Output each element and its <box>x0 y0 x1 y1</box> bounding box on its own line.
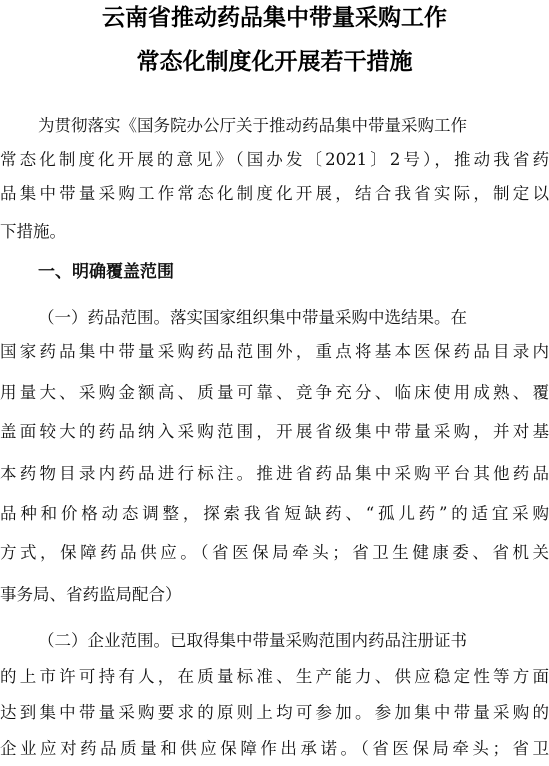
document-title-line-2: 常态化制度化开展若干措施 <box>136 49 413 75</box>
item-2-lead: （二）企业范围。 <box>38 631 170 650</box>
item-1-line-2: 国家药品集中带量采购药品范围外，重点将基本医保药品目录内 <box>0 342 549 361</box>
item-1-first-rest: 落实国家组织集中带量采购中选结果。在 <box>170 308 467 327</box>
item-2-first-line <box>38 621 549 661</box>
item-2-line-3: 达到集中带量采购要求的原则上均可参加。参加集中带量采购的 <box>0 703 549 722</box>
item-2-line-2: 的上市许可持有人，在质量标准、生产能力、供应稳定性等方面 <box>0 667 549 686</box>
intro-line-3: 品集中带量采购工作常态化制度化开展，结合我省实际，制定以 <box>0 184 549 203</box>
item-1-line-5: 本药物目录内药品进行标注。推进省药品集中采购平台其他药品 <box>0 464 549 483</box>
item-1-line-8: 事务局、省药监局配合） <box>0 585 182 604</box>
item-1-line-6: 品种和价格动态调整，探索我省短缺药、“孤儿药”的适宜采购 <box>0 504 549 523</box>
item-1-lead: （一）药品范围。 <box>38 308 170 327</box>
intro-line-4: 下措施。 <box>0 222 66 241</box>
item-1-line-4: 盖面较大的药品纳入采购范围，开展省级集中带量采购，并对基 <box>0 422 549 441</box>
document-title-line-1: 云南省推动药品集中带量采购工作 <box>102 5 447 31</box>
intro-line-2: 常态化制度化开展的意见》（国办发〔2021〕2号），推动我省药 <box>0 150 549 169</box>
item-2-line-4: 企业应对药品质量和供应保障作出承诺。（省医保局牵头；省卫 <box>0 739 549 758</box>
item-1-line-3: 用量大、采购金额高、质量可靠、竞争充分、临床使用成熟、覆 <box>0 383 549 402</box>
item-2-first-rest: 已取得集中带量采购范围内药品注册证书 <box>170 631 467 650</box>
intro-line-1: 为贯彻落实《国务院办公厅关于推动药品集中带量采购工作 <box>38 116 467 135</box>
section-1-heading: 一、明确覆盖范围 <box>38 262 174 282</box>
item-1-line-7: 方式，保障药品供应。（省医保局牵头；省卫生健康委、省机关 <box>0 543 549 562</box>
